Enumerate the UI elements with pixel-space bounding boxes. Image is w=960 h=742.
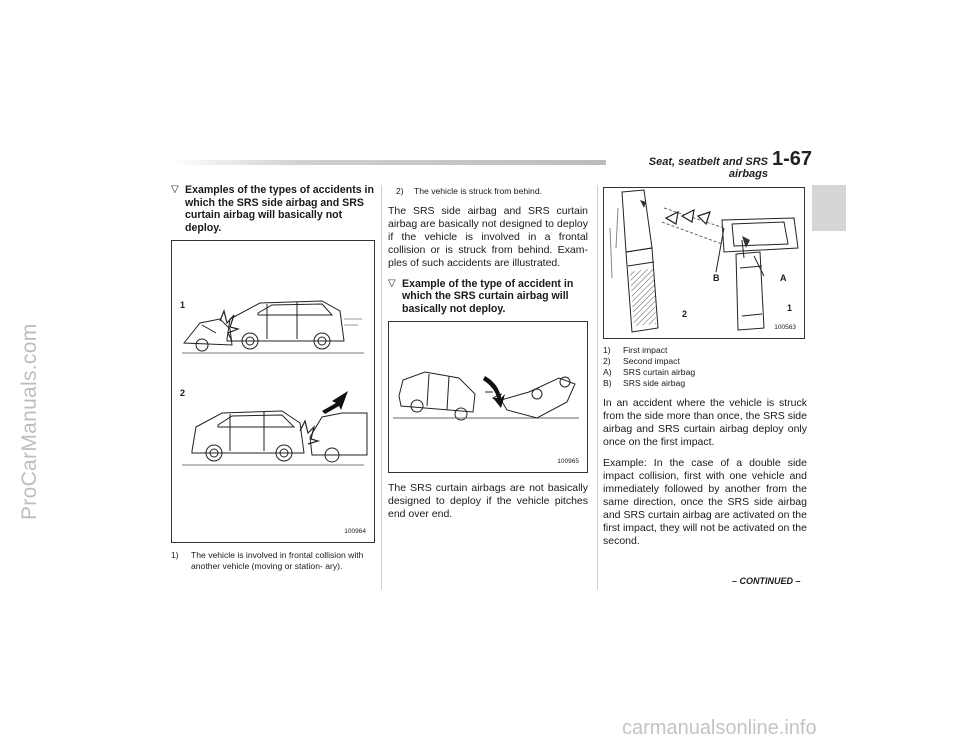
- figure-caption: 2) The vehicle is struck from behind.: [396, 186, 543, 196]
- figure-label: 2: [180, 388, 186, 398]
- page-number: 1-67: [772, 148, 813, 170]
- column-1: [171, 184, 377, 571]
- figure-label: B: [713, 273, 720, 283]
- figure-rollover: [388, 321, 588, 473]
- legend-item: 1) First impact: [603, 345, 668, 355]
- body-paragraph: The SRS side airbag and SRS curtain airbag are basically not designed to deploy if the vehicle is involved in a frontal collision or is struck from behind. Exam- ples of such accidents are illustrated.: [388, 204, 588, 269]
- column-2: [388, 186, 588, 521]
- legend-item: 2) Second impact: [603, 356, 680, 366]
- triangle-bullet-icon: ▽: [388, 277, 396, 289]
- rollover-illustration: [389, 322, 587, 472]
- section-heading: ▽ Examples of the types of accidents in which the SRS side airbag and SRS curtain airbag will basically not deploy.: [171, 184, 374, 234]
- column-divider: [381, 185, 382, 590]
- header-rule: [170, 160, 606, 165]
- figure-label: 2: [682, 309, 688, 319]
- figure-frontal-rear-collision: [171, 240, 375, 543]
- bottom-watermark: carmanualsonline.info: [622, 717, 817, 739]
- triangle-bullet-icon: ▽: [171, 184, 179, 195]
- figure-caption: 1) The vehicle is involved in frontal collision with another vehicle (moving or station- ary).: [171, 550, 364, 571]
- section-heading: ▽ Example of the type of accident in which the SRS curtain airbag will basically not deploy.: [388, 277, 574, 315]
- figure-label: 1: [180, 300, 186, 310]
- figure-double-side-impact: [603, 187, 805, 339]
- continued-notice: – CONTINUED –: [732, 576, 801, 586]
- column-3: [603, 187, 807, 548]
- side-watermark: ProCarManuals.com: [18, 323, 41, 520]
- side-impact-illustration: [604, 188, 804, 338]
- figure-id: 100964: [344, 528, 366, 535]
- column-divider: [597, 185, 598, 590]
- section-title: Seat, seatbelt and SRS airbags: [648, 156, 768, 180]
- figure-id: 100965: [557, 458, 579, 465]
- collision-illustration: [172, 241, 374, 542]
- body-paragraph: The SRS curtain airbags are not basically designed to deploy if the vehicle pitches end over end.: [388, 482, 588, 520]
- legend-item: A) SRS curtain airbag: [603, 367, 696, 377]
- figure-id: 100563: [774, 324, 796, 331]
- figure-label: A: [780, 273, 787, 283]
- body-paragraph: In an accident where the vehicle is struck from the side more than once, the SRS side airbag and SRS curtain airbag deploy only once on the first impact.: [603, 397, 807, 448]
- figure-legend: [603, 345, 807, 389]
- figure-label: 1: [787, 303, 793, 313]
- chapter-tab: [812, 185, 846, 231]
- legend-item: B) SRS side airbag: [603, 378, 686, 388]
- body-paragraph: Example: In the case of a double side impact collision, first with one vehicle and immediately followed by another from the same direction, once the SRS side airbag and SRS curtain airbag are activated on the first impact, they will not be activated on the second.: [603, 457, 807, 547]
